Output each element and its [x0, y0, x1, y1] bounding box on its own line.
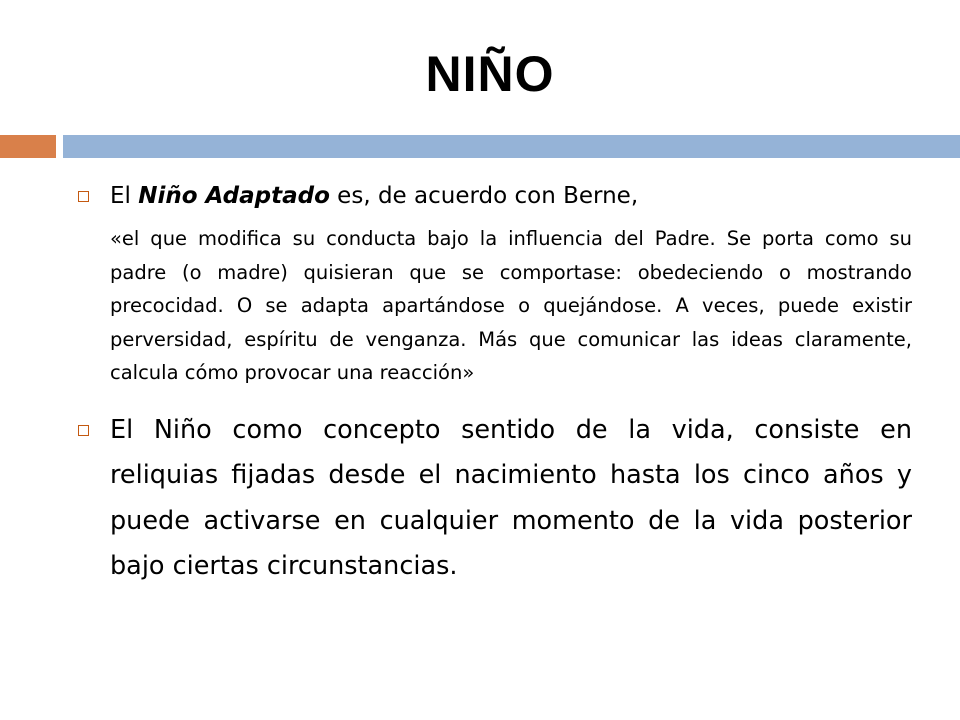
slide-title: NIÑO [425, 46, 555, 102]
accent-bar-orange [0, 135, 56, 158]
bullet-prefix: El [110, 183, 139, 209]
square-bullet-icon [78, 191, 89, 202]
bullet-item [74, 408, 912, 590]
bullet-text: El Niño como concepto sentido de la vida, consiste en reliquias fijadas desde el nacimiento hasta los cinco años y puede activarse en cualquier momento de la vida posterior bajo ciertas circunstancias. [110, 414, 912, 581]
slide-content [74, 178, 912, 590]
square-bullet-icon [78, 425, 89, 436]
berne-quote: «el que modifica su conducta bajo la influencia del Padre. Se porta como su padre (o madre) quisieran que se comportase: obedeciendo o mostrando precocidad. O se adapta apartándose o quejándose. A veces, puede existir perversidad, espíritu de venganza. Más que comunicar las ideas claramente, calcula cómo provocar una reacción» [110, 227, 912, 384]
bullet-suffix: es, de acuerdo con Berne, [329, 183, 639, 209]
accent-bar-blue [63, 135, 960, 158]
bullet-item [74, 178, 912, 214]
bullet-emphasis: Niño Adaptado [138, 183, 330, 209]
